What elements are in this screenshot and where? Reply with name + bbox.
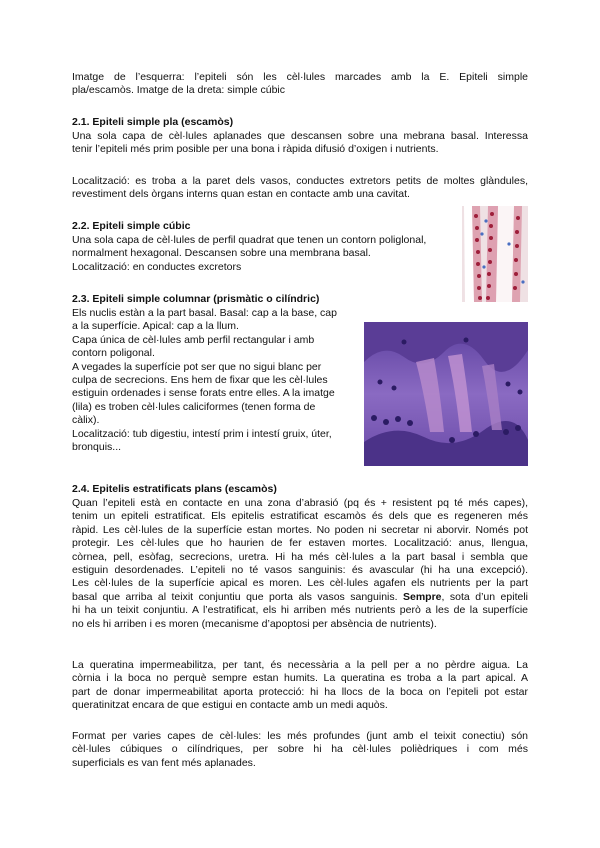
section-2-4-paragraph-2: La queratina impermeabilitza, per tant, és necessària a la pell per a no pèrdre aigua. La còrnia i la boca no perquè sempre estan humits. La queratina es troba a la part apical. A part de donar impermeabilitat aporta protecció: hi ha llocs de la boca on l’epiteli pot estar queratinitzat encara de que estigui en contacte amb un medi aquòs. (72, 659, 528, 712)
section-2-1-paragraph-2: Localització: es troba a la paret dels vasos, conductes extretors petits de moltes glàndules, revestiment dels òrgans interns quan estan en contacte amb una cavitat. (72, 175, 528, 201)
columnar-epithelium-image (364, 322, 528, 466)
columnar-micrograph (364, 322, 528, 466)
section-2-2-paragraph: Una sola capa de cèl·lules de perfil quadrat que tenen un contorn poliglonal, normalment hexagonal. Descansen sobre una membrana basal. Localització: en conductes excretors (72, 234, 427, 273)
section-2-4-heading: 2.4. Epitelis estratificats plans (escamòs) (72, 483, 277, 495)
cuboidal-epithelium-image (462, 206, 528, 302)
emphasis-sempre: Sempre (403, 590, 442, 603)
section-2-3-paragraph: Els nuclis estàn a la part basal. Basal: cap a la base, cap a la superfície. Apical: cap a la llum. Capa única de cèl·lules amb perfil rectangular i amb contorn poligonal. A vegades la superfície pot ser que no sigui blanc per culpa de secrecions. Ens hem de fixar que les cèl·lules estiguin ordenades i sense forats entre elles. A la imatge (lila) es troben cèl·lules caliciformes (tenen forma de càlix). Localització: tub digestiu, intestí prim i intestí gruix, úter, bronquis... (72, 307, 337, 454)
section-2-1-paragraph-1: Una sola capa de cèl·lules aplanades que descansen sobre una mebrana basal. Interessa tenir l’epiteli més prim posible per una bona i ràpida difusió d’oxigen i nutrients. (72, 130, 528, 156)
section-2-3-heading: 2.3. Epiteli simple columnar (prismàtic o cilíndric) (72, 293, 320, 305)
section-2-4-paragraph-3: Format per varies capes de cèl·lules: les més profundes (junt amb el teixit conectiu) són cèl·lules cúbiques o cilíndriques, per sobre hi ha cèl·lules polièdriques i com més superficials es van fent més aplanades. (72, 730, 528, 769)
cuboidal-micrograph (462, 206, 528, 302)
section-2-4-paragraph-1: Quan l’epiteli està en contacte en una zona d’abrasió (pq és + resistent pq té més capes), tenim un epiteli estratificat. Els epitelis estratificat escamòs és dels que es regeneren més ràpid. Les cèl·lules de la superfície estan mortes. No poden ni secretar ni aborvir. Només pot protegir. Les cèl·lules que ho haurien de fer estaven mortes. Localització: anus, llengua, còrnea, pell, esòfag, secrecions, uretra. Hi ha més cèl·lules a la part basal i sembla que estiguin desordenades. L’epiteli no té vasos sanguinis: és avascular (hi ha una excepció). Les cèl·lules de la superfície apical es moren. Les cèl·lules agafen els nutrients per la part basal que arriba al teixit conjuntiu que porta als vasos sanguinis. Sempre, sota d’un epiteli hi ha un teixit conjuntiu. A l’estratificat, els hi arriben més nutrients però a les de la superfície no els hi arriben i es moren (mecanisme d’apoptosi per absència de nutrients). (72, 497, 528, 630)
image-caption: Imatge de l’esquerra: l’epiteli són les cèl·lules marcades amb la E. Epiteli simple pla/escamòs. Imatge de la dreta: simple cúbic (72, 71, 528, 97)
section-2-1-heading: 2.1. Epiteli simple pla (escamòs) (72, 116, 234, 128)
section-2-2-heading: 2.2. Epiteli simple cúbic (72, 220, 191, 232)
